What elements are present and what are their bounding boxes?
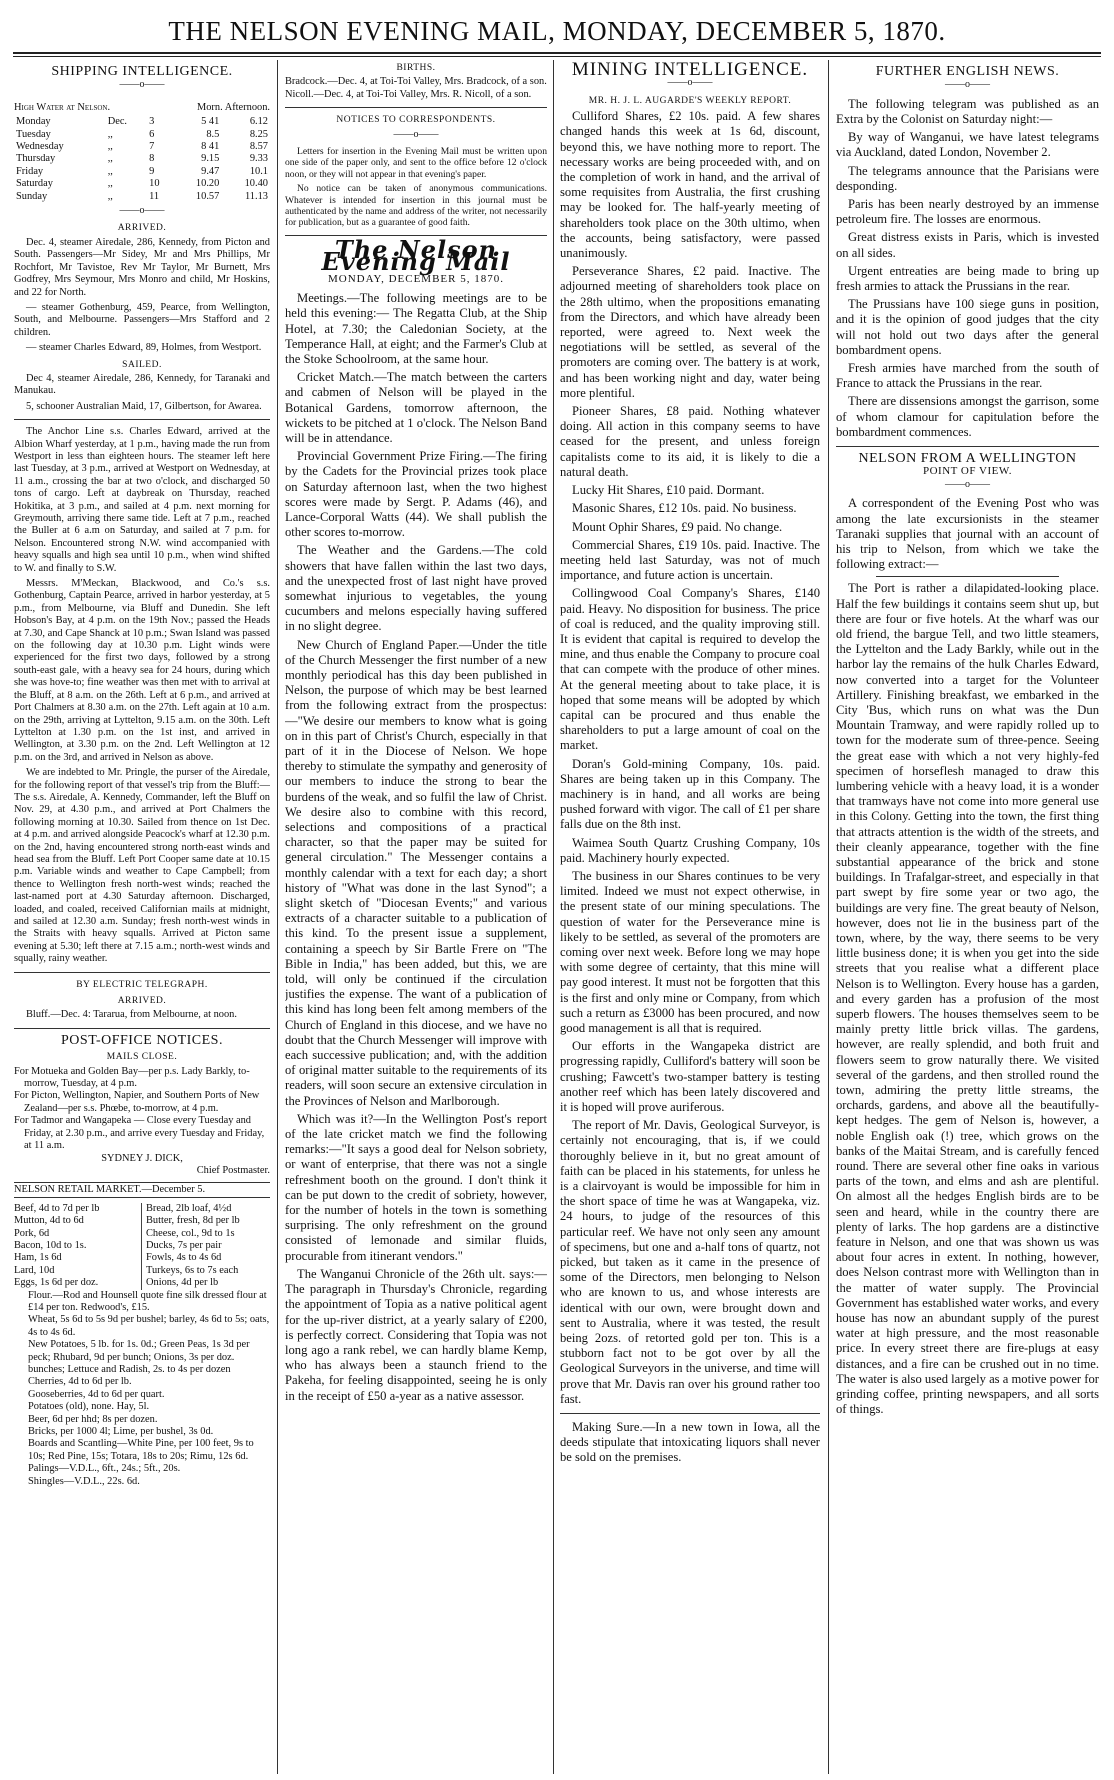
- mining-report: Pioneer Shares, £8 paid. Nothing whatever doing. All action in this company seems to have ceased for the present, and unless foreign capitalists come to its aid, it is likely to die a natural death.: [560, 404, 820, 479]
- news-item: Urgent entreaties are being made to bring up fresh armies to attack the Prussians in the rear.: [836, 263, 1099, 294]
- arrived-item: — steamer Gothenburg, 459, Pearce, from Wellington, South, and Melbourne. Passengers—Mrs Stafford and 2 children.: [14, 301, 270, 338]
- tide-row: [14, 116, 270, 128]
- post-item: For Picton, Wellington, Napier, and Southern Ports of New Zealand—per s.s. Phœbe, to-morrow, at 4 p.m.: [14, 1090, 260, 1114]
- tide-cell-day: Wednesday: [16, 141, 64, 153]
- tide-cell-m: 9.47: [201, 165, 220, 177]
- wellington-body: The Port is rather a dilapidated-looking place. Half the few buildings it contains seem shut up, but there are four or five hotels. At the wharf was our old friend, the bargue Tell, and two little steamers, the Lyttelton and the Lady Barkly, while out in the harbor lay the remains of the hulk Charles Edward, now converted into a target for the Volunteer Artillery. Finishing breakfast, we embarked in the City 'Bus, which runs on what was the Dun Mountain Tramway, and were rapidly rolled up to town for the moderate sum of three-pence. Seeing the great ease with which a not very highly-fed specimen of horseflesh managed to draw this lumbering vehicle with a heavy load, it is a wonder that tramways have not come into more general use in this Colony. Getting into the town, the first thing that attracts attention is the width of the streets, and their cleanly appearance, together with the fine substantial appearance of the brick and stone buildings. In Trafalgar-street, and especially in that part swept by fire some year or two ago, the buildings are very fine. The great beauty of Nelson, however, does not lie in the business part of the town, where, by the way, there seems to be very little business done; it is when you get into the side streets that you realise what a different place Nelson is to Wellington. Every house has a garden, and every garden has a profusion of the most superb flowers. The houses themselves seem to be mainly pretty little brick villas. The gardens, however, are really splendid, and both fruit and flowers seem to grow naturally there. We visited several of the gardens, and then strolled round the town, admiring the pretty little streams, the orchards, gardens, and above all the beautifully-kept hedges. The gem of Nelson is, however, a noble English oak (!) tree, which grows on the banks of the Maitai Stream, and is carefully fenced round. There are several other fine oaks in various parts of the town, and elms and ash are plentiful. On almost all the hedges English birds are to be seen and heard, while in the country there are plenty of larks. The hop gardens are a distinctive feature in Nelson, and one that was shown us was about four acres in extent. In nothing, however, does Nelson contrast more with Wellington than in the matter of water supply. The Provincial Government has established water works, and every house has now an abundant supply of the purest water at high pressure, and the most reasonable price. In every street there are fire-plugs at easy distances, and a fire can be crushed out in no time. The water is also used largely as a motive power for grinding coffee, printing newspapers, and all sorts of things.: [836, 581, 1099, 1417]
- tide-cell-day: Tuesday: [16, 128, 51, 140]
- market-item: Bricks, per 1000 4l; Lime, per bushel, 3s 0d.: [28, 1426, 214, 1438]
- market-item: Onions, 4d per lb: [146, 1277, 219, 1289]
- tide-cell-m: 10.20: [195, 178, 220, 190]
- column-shipping: [14, 62, 270, 1774]
- telegraph-title: BY ELECTRIC TELEGRAPH.: [76, 979, 208, 990]
- wellington-intro: A correspondent of the Evening Post who was among the late excursionists in the steamer Taranaki supplies that journal with an account of his trip to Nelson, from which we take the following extract:—: [836, 496, 1099, 572]
- column-rule-1: [277, 60, 278, 1774]
- arrived-item: — steamer Charles Edward, 89, Holmes, from Westport.: [26, 342, 262, 354]
- tide-cell-mon: Dec.: [107, 116, 128, 128]
- divider: [14, 1197, 270, 1198]
- birth-notice: Nicoll.—Dec. 4, at Toi-Toi Valley, Mrs. R. Nicoll, of a son.: [285, 88, 532, 100]
- news-item: The following telegram was published as an Extra by the Colonist on Saturday night:—: [836, 96, 1099, 127]
- news-item: Fresh armies have marched from the south of France to attack the Prussians in the rear.: [836, 361, 1099, 391]
- sailed-item: 5, schooner Australian Maid, 17, Gilbertson, for Awarea.: [26, 400, 262, 412]
- tide-cell-day: Monday: [16, 116, 51, 128]
- tide-row: [14, 191, 270, 203]
- telegraph-arrived: Bluff.—Dec. 4: Tararua, from Melbourne, at noon.: [26, 1009, 237, 1021]
- dateline: MONDAY, DECEMBER 5, 1870.: [328, 272, 504, 285]
- mining-report: Masonic Shares, £12 10s. paid. No business.: [572, 501, 797, 516]
- tide-cell-mon: ,,: [107, 178, 113, 190]
- article: Provincial Government Prize Firing.—The firing by the Cadets for the Provincial prizes took place on Saturday afternoon last, when the two highest scores were made by Sergt. P. Adams (46), and Lance-Corporal Watts (44). We shall publish the other scores to-morrow.: [285, 449, 547, 540]
- tide-cell-m: 5 41: [201, 116, 220, 128]
- mining-report: Culliford Shares, £2 10s. paid. A few shares changed hands this week at 1s 6d, discount, beyond this, we have nothing more to report. The necessary works are being proceeded with, and on the completion of work in hand, and the arrival of some requisites from Australia, the first crushing may be looked for. The half-yearly meeting of shareholders took place on the 30th ultimo, when the accounts, being satisfactory, were passed unanimously.: [560, 109, 820, 261]
- market-item: Cheese, col., 9d to 1s: [146, 1227, 235, 1239]
- english-news-title: FURTHER ENGLISH NEWS.: [875, 64, 1060, 79]
- tide-cell-m: 8 41: [201, 141, 220, 153]
- weekly-report-title: MR. H. J. L. AUGARDE'S WEEKLY REPORT.: [588, 95, 792, 106]
- market-item: Gooseberries, 4d to 6d per quart.: [28, 1388, 165, 1400]
- making-sure-article: Making Sure.—In a new town in Iowa, all the deeds stipulate that intoxicating liquors shall never be sold on the premises.: [560, 1420, 820, 1465]
- shipping-news: The Anchor Line s.s. Charles Edward, arrived at the Albion Wharf yesterday, at 1 p.m., having made the run from Westport in less than eighteen hours. The steamer left here last Tuesday, at 3 p.m., arrived at Westport on Wednesday, at 11 a.m., crossing the bar at two o'clock, and discharged 50 tons of cargo. Left at daybreak on Thursday, reached Hokitika, at 3 p.m., and sailed at 4 p.m. next morning for Greymouth, arriving there same tide. Left at 7 p.m., reached the Buller at 6 a.m on Saturday, and sailed at 7 p.m. for Nelson. Encountered strong N.W. wind accompanied with heavy squalls and high sea until 10 p.m., when wind shifted to W. and finally to S.W.: [14, 426, 270, 574]
- market-left-list: [14, 1203, 142, 1290]
- tide-table: [14, 116, 270, 203]
- post-item: For Tadmor and Wangapeka — Close every Tuesday and Friday, at 2.30 p.m., and arrive every Tuesday and Friday, at 11 a.m.: [14, 1115, 265, 1152]
- article: Meetings.—The following meetings are to be held this evening:— The Regatta Club, at the Ship Hotel, at 7.30; the Caledonian Society, at the Temperance Hall, at eight; and the Farmer's Club at the Stoke Schoolroom, at the same hour.: [285, 291, 547, 366]
- tide-cell-mon: ,,: [107, 190, 113, 202]
- tide-cell-d: 10: [149, 178, 160, 190]
- tide-cell-d: 7: [149, 141, 155, 153]
- market-item: Fowls, 4s to 4s 6d: [146, 1252, 222, 1264]
- tide-cell-m: 9.15: [201, 153, 220, 165]
- notices-title: NOTICES TO CORRESPONDENTS.: [336, 115, 496, 126]
- tide-cell-mon: ,,: [107, 128, 113, 140]
- tide-cell-a: 8.57: [249, 141, 268, 153]
- mining-report: The business in our Shares continues to be very limited. Indeed we must not expect otherwise, in the present state of our mining speculations. The question of water for the Perseverance mine is likely to be settled, as several of the promoters are coming over next week. Before long we may hope with some degree of certainty, that this mine will pay good interest. It must not be forgotten that this is the first and only mine or Company, from which such a return as £3000 has been procured, and now good management is all that is required.: [560, 868, 820, 1035]
- mails-close-title: MAILS CLOSE.: [106, 1052, 178, 1063]
- market-item: Lard, 10d: [14, 1264, 55, 1276]
- tide-row: [14, 166, 270, 178]
- mining-report: Mount Ophir Shares, £9 paid. No change.: [572, 519, 783, 534]
- mining-report: Collingwood Coal Company's Shares, £140 paid. Heavy. No disposition for business. The price of coal is reduced, and the quality improving still. It is evident that capital is required to develop the mine, and thus enable the Company to procure coal that can compete with the produce of other mines. At the general meeting about to take place, it is hoped that some means will be adopted by which capital can be procured and thus enable the shareholders to put a large amount of coal on the market.: [560, 586, 820, 753]
- market-text: [14, 1290, 270, 1489]
- divider: [285, 107, 547, 108]
- tide-cell-a: 10.40: [244, 178, 268, 190]
- divider: [876, 576, 1059, 577]
- tide-cell-mon: ,,: [107, 141, 113, 153]
- column-local-news: [285, 62, 547, 1774]
- births-title: BIRTHS.: [396, 63, 436, 73]
- tide-cell-day: Friday: [16, 165, 44, 177]
- column-rule-2: [553, 60, 554, 1774]
- tide-cell-day: Thursday: [16, 153, 56, 165]
- sailed-title: SAILED.: [122, 359, 162, 370]
- shipping-news: Messrs. M'Meckan, Blackwood, and Co.'s s.s. Gothenburg, Captain Pearce, arrived in harbor yesterday, at 5 p.m., from Melbourne, via Bluff and Dunedin. She left Hobson's Bay, at 4 p.m. on the 19th Nov.; passed the Heads at 7.30, and Cape Shanck at 10 p.m.; Swan Island was passed on the following day at 10.30 p.m. Light winds were experienced for the first two days, followed by a strong south-east gale, with a heavy sea for 24 hours, during which she was hove-to; fine weather was then met with to arrival at the Bluff, at 8 a.m. on the 26th. Left at 6 p.m., and arrived at Port Chalmers at 8.30 a.m. on the 27th. Left again at 10 a.m. on the 29th, arriving at Lyttelton, 9.15 a.m. on the 30th. Left Lyttelton at 1.30 p.m. on the 1st inst, and arrived in Wellington, at 3.30 p.m. on the 2nd. Left Wellington at 12 p.m. on the 3rd, and arrived in Nelson as above.: [14, 578, 270, 763]
- column-rule-3: [828, 60, 829, 1774]
- market-item: Mutton, 4d to 6d: [14, 1215, 84, 1227]
- market-item: Flour.—Rod and Hounsell quote fine silk dressed flour at £14 per ton. Redwood's, £15.: [28, 1289, 267, 1313]
- market-item: Bread, 2lb loaf, 4½d: [146, 1202, 232, 1214]
- wellington-view-title: NELSON FROM A WELLINGTON: [858, 451, 1077, 467]
- divider: [836, 446, 1099, 447]
- shipping-news: We are indebted to Mr. Pringle, the purser of the Airedale, for the following report of that vessel's trip from the Bluff:—The s.s. Airedale, A. Kennedy, Commander, left the Bluff on Nov. 29, at 4.30 p.m., and arrived at Port Chalmers the following morning at 10.30. Sailed from thence on 1st Dec. at 4 p.m. and arrived alongside Peacock's wharf at 12.30 p.m. on the 2nd, having encountered strong north-east winds and head sea from the Bluff. Left Port Cooper same date at 10.15 p.m. Variable winds and weather to Cape Campbell; from thence to Wellington fresh north-west winds; reached the last-named port at 4.30 Saturday afternoon. Discharged, loaded, and coaled, received Californian mails at midnight, and sailed at 12.30 a.m. Sunday; fresh north-west winds in the Straits with heavy squalls. Arrived at Picton same evening at 5.30; left there at 7.15 a.m.; north-west winds and squally, rainy weather.: [14, 767, 270, 965]
- arrived-item: Dec. 4, steamer Airedale, 286, Kennedy, from Picton and South. Passengers—Mr Sidey, Mr and Mrs Phillips, Mr Rochfort, Mr Tavistoe, Rev Mr Taylor, Mr Burnett, Mrs Godfrey, Mrs Seymour, Mrs Monro and child, Mr Hoskins, and 22 for North.: [14, 236, 270, 298]
- ornament: ——o——: [945, 79, 990, 91]
- divider: [14, 972, 270, 973]
- market-item: Eggs, 1s 6d per doz.: [14, 1277, 99, 1289]
- mining-report: Commercial Shares, £19 10s. paid. Inactive. The meeting held last Saturday, was not of much importance, and future action is uncertain.: [560, 537, 820, 583]
- masthead-rule-thin: [13, 56, 1101, 57]
- news-item: Paris has been nearly destroyed by an immense petroleum fire. The losses are enormous.: [836, 197, 1099, 227]
- tide-cell-d: 8: [149, 153, 155, 165]
- tide-cell-m: 10.57: [195, 190, 220, 202]
- article: The Weather and the Gardens.—The cold showers that have fallen within the last two days, and the unexpected frost of last night have proved somewhat injurious to vegetables, the young cucumbers and melons especially having suffered in no slight degree.: [285, 543, 547, 634]
- tide-cell-m: 8.5: [206, 128, 220, 140]
- market-item: Shingles—V.D.L., 22s. 6d.: [28, 1475, 140, 1487]
- shipping-title: SHIPPING INTELLIGENCE.: [51, 64, 233, 79]
- news-item: By way of Wanganui, we have latest telegrams via Auckland, dated London, November 2.: [836, 130, 1099, 160]
- tide-cell-a: 8.25: [249, 128, 268, 140]
- ornament: ——o——: [945, 478, 990, 490]
- mining-report: Waimea South Quartz Crushing Company, 10s paid. Machinery hourly expected.: [560, 835, 820, 865]
- divider: [560, 1413, 820, 1414]
- postmaster-name: SYDNEY J. DICK,: [101, 1152, 183, 1164]
- article: Which was it?—In the Wellington Post's report of the late cricket match we find the following remarks:—"It says a good deal for Nelson sobriety, or want of enterprise, that there was not a single refreshment booth on the ground. I don't think it can be put down to the credit of sobriety, however, for the number of hotels in the town is something surprising. The only refreshment on the ground consisted of lemonade and similar fluids, procurable from itinerant vendors.": [285, 1111, 547, 1263]
- market-item: Bacon, 10d to 1s.: [14, 1239, 87, 1251]
- tide-cell-day: Sunday: [16, 190, 48, 202]
- market-item: Beer, 6d per hhd; 8s per dozen.: [28, 1413, 158, 1425]
- wellington-view-subtitle: POINT OF VIEW.: [922, 465, 1012, 478]
- tide-cell-a: 11.13: [245, 190, 268, 202]
- post-office-title: POST-OFFICE NOTICES.: [61, 1032, 223, 1048]
- tide-cell-d: 6: [149, 128, 155, 140]
- mining-report: The report of Mr. Davis, Geological Surveyor, is certainly not encouraging, that is, if we could thoroughly believe in it, but no great amount of faith can be placed in his statements, for unless he is a clairvoyant is would be impossible for him in the short space of time he was at Wangapeka, viz. 24 hours, to judge of the resources of this particular reef. We have not only seen any amount of specimens, but one and a-half tons of quartz, not picked, but taken as it came in the presence of some of the Directors, men belonging to Nelson who are known to us, and whose interests are identical with our own, were brought down and sent to Australia, where it was tested, the result being 2ozs. of retorted gold per ton. This is a stubborn fact not to be got over by all the Geological Surveyors in the universe, and time will prove that Mr. Davis ran over his ground rather too fast.: [560, 1118, 820, 1406]
- divider: [14, 1182, 270, 1183]
- arrived-title: ARRIVED.: [117, 223, 167, 234]
- market-item: Potatoes (old), none. Hay, 5l.: [28, 1401, 150, 1413]
- mining-report: Our efforts in the Wangapeka district are progressing rapidly, Culliford's battery will soon be crushing; Fawcett's two-stamper battery is testing another reef which has been lately discovered and it is hoped will prove auriferous.: [560, 1039, 820, 1115]
- column-english-news: [836, 62, 1099, 1774]
- tide-cell-mon: ,,: [107, 153, 113, 165]
- market-title: NELSON RETAIL MARKET.—December 5.: [14, 1184, 206, 1196]
- column-mining: [560, 62, 820, 1774]
- market-item: Palings—V.D.L., 6ft., 24s.; 5ft., 20s.: [28, 1463, 181, 1475]
- market-price-table: [14, 1203, 270, 1290]
- notice: No notice can be taken of anonymous communications. Whatever is intended for insertion in this journal must be authenticated by the name and address of the writer, not necessarily for publication, but as a guarantee of good faith.: [285, 183, 547, 229]
- market-item: Cherries, 4d to 6d per lb.: [28, 1376, 132, 1388]
- masthead-rule: [13, 52, 1101, 54]
- news-item: Great distress exists in Paris, which is invested on all sides.: [836, 230, 1099, 260]
- market-item: Pork, 6d: [14, 1227, 50, 1239]
- tide-header-right: Morn. Afternoon.: [196, 101, 270, 113]
- market-item: Boards and Scantling—White Pine, per 100 feet, 9s to 10s; Red Pine, 15s; Totara, 18s to 20s; Rimu, 12s 6d.: [28, 1438, 254, 1462]
- news-item: The Prussians have 100 siege guns in position, and it is the opinion of good judges that the city will not hold out two days after the general bombardment opens.: [836, 297, 1099, 357]
- market-item: Butter, fresh, 8d per lb: [146, 1215, 240, 1227]
- market-item: Beef, 4d to 7d per lb: [14, 1202, 100, 1214]
- tide-row: [14, 153, 270, 165]
- tide-cell-day: Saturday: [16, 178, 53, 190]
- mining-report: Doran's Gold-mining Company, 10s. paid. Shares are being taken up in this Company. The machinery is in hand, and all works are being pushed forward with vigor. The call of £1 per share falls due on the 8th inst.: [560, 756, 820, 832]
- ornament: ——o——: [119, 79, 165, 91]
- telegraph-arrived-title: ARRIVED.: [117, 996, 167, 1007]
- article: Cricket Match.—The match between the carters and cabmen of Nelson will be played in the Botanical Gardens, tomorrow afternoon, the wickets to be pitched at 1 o'clock. The Nelson Band will be in attendance.: [285, 370, 547, 445]
- ornament: ——o——: [667, 77, 713, 89]
- ornament: ——o——: [119, 205, 165, 217]
- birth-notice: Bradcock.—Dec. 4, at Toi-Toi Valley, Mrs. Bradcock, of a son.: [285, 76, 547, 88]
- mining-report: Perseverance Shares, £2 paid. Inactive. The adjourned meeting of shareholders took place on the 28th ultimo, when the propositions emanating from the Directors, and which have already been reported, were agreed to. Next week the negotiations will be settled, as several of the promoters are coming over. The battery is at work, and has been working night and day, water being more plentiful.: [560, 264, 820, 400]
- masthead: THE NELSON EVENING MAIL, MONDAY, DECEMBER 5, 1870.: [168, 16, 946, 46]
- tide-cell-d: 11: [149, 190, 160, 202]
- article: The Wanganui Chronicle of the 26th ult. says:—The paragraph in Thursday's Chronicle, regarding the appointment of Topia as a native political agent for the up-river district, at a yearly salary of £200, is perfectly correct. Considering that Topia was not long ago a rank rebel, we can hardly blame Kemp, who has always been a staunch friend to the Pakeha, for feeling disappointed, seeing he is only in the receipt of £50 a-year as a native assessor.: [285, 1266, 547, 1403]
- news-item: The telegrams announce that the Parisians were desponding.: [836, 163, 1099, 193]
- notice: Letters for insertion in the Evening Mail must be written upon one side of the paper only, and sent to the office before 12 o'clock noon, or they will not appear in that evening's paper.: [285, 146, 547, 180]
- tide-row: [14, 178, 270, 190]
- market-item: Ducks, 7s per pair: [146, 1239, 222, 1251]
- mining-title: MINING INTELLIGENCE.: [571, 62, 809, 80]
- article: New Church of England Paper.—Under the title of the Church Messenger the first number of a new monthly periodical has this day been published in Nelson, the purpose of which may be best learned from the following extract from the prospectus:—"We desire our members to know what is going on in this part of Christ's Church, especially in that part of it in the Diocese of Nelson. We hope thereby to stimulate the sympathy and generosity of our members to induce the strong to bear the burdens of the weak, and so fulfil the law of Christ. We desire also to combine with this record, selections and compositions of a practical character, so that the paper may be suited for general circulation." The Messenger contains a monthly calendar with a text for each day; a short history of "What was done in the last Synod"; a slight sketch of "Diocesan Events;" and various extracts of a character suitable to a publication of this kind. To the present issue a supplement, containing a speech by Sir Bartle Frere on "The Bible in India," has been added, but this, we are told, will only be continued if the circulation justifies the expense. The want of a publication of this kind has long been felt among members of the Church of England in this diocese, and we have no doubt that the Church Messenger will improve with each successive publication; and, with the addition of original matter suitable to the requirements of its readers, will soon secure an extensive circulation in the Provinces of Nelson and Marlborough.: [285, 637, 547, 1108]
- tide-cell-d: 9: [149, 165, 155, 177]
- divider: [14, 419, 270, 420]
- tide-cell-d: 3: [149, 116, 155, 128]
- ornament: ——o——: [393, 128, 439, 140]
- sailed-item: Dec 4, steamer Airedale, 286, Kennedy, for Taranaki and Manukau.: [14, 372, 270, 397]
- tide-header-left: High Water at Nelson.: [14, 101, 111, 113]
- market-item: Wheat, 5s 6d to 5s 9d per bushel; barley, 4s 6d to 5s; oats, 4s to 4s 6d.: [28, 1314, 270, 1338]
- market-right-list: [146, 1203, 270, 1290]
- divider: [14, 1028, 270, 1029]
- tide-row: [14, 141, 270, 153]
- tide-cell-mon: ,,: [107, 165, 113, 177]
- market-item: New Potatoes, 5 lb. for 1s. 0d.; Green Peas, 1s 3d per peck; Rhubard, 9d per bunch; Onions, 3s per doz. bunches; Lettuce and Radish, 2s. to 4s per dozen: [28, 1339, 250, 1375]
- mining-report: Lucky Hit Shares, £10 paid. Dormant.: [572, 483, 765, 498]
- post-item: For Motueka and Golden Bay—per p.s. Lady Barkly, to-morrow, Tuesday, at 4 p.m.: [14, 1065, 250, 1090]
- tide-cell-a: 6.12: [249, 116, 268, 128]
- tide-cell-a: 10.1: [249, 165, 268, 177]
- tide-row: [14, 129, 270, 141]
- news-item: There are dissensions amongst the garrison, some of whom clamour for capitulation before the bombardment commences.: [836, 394, 1099, 439]
- newspaper-banner: The Nelson Evening Mail: [321, 234, 511, 277]
- postmaster-title: Chief Postmaster.: [196, 1164, 270, 1176]
- tide-cell-a: 9.33: [249, 153, 268, 165]
- market-item: Ham, 1s 6d: [14, 1252, 62, 1264]
- tide-header: [14, 102, 270, 114]
- market-item: Turkeys, 6s to 7s each: [146, 1264, 239, 1276]
